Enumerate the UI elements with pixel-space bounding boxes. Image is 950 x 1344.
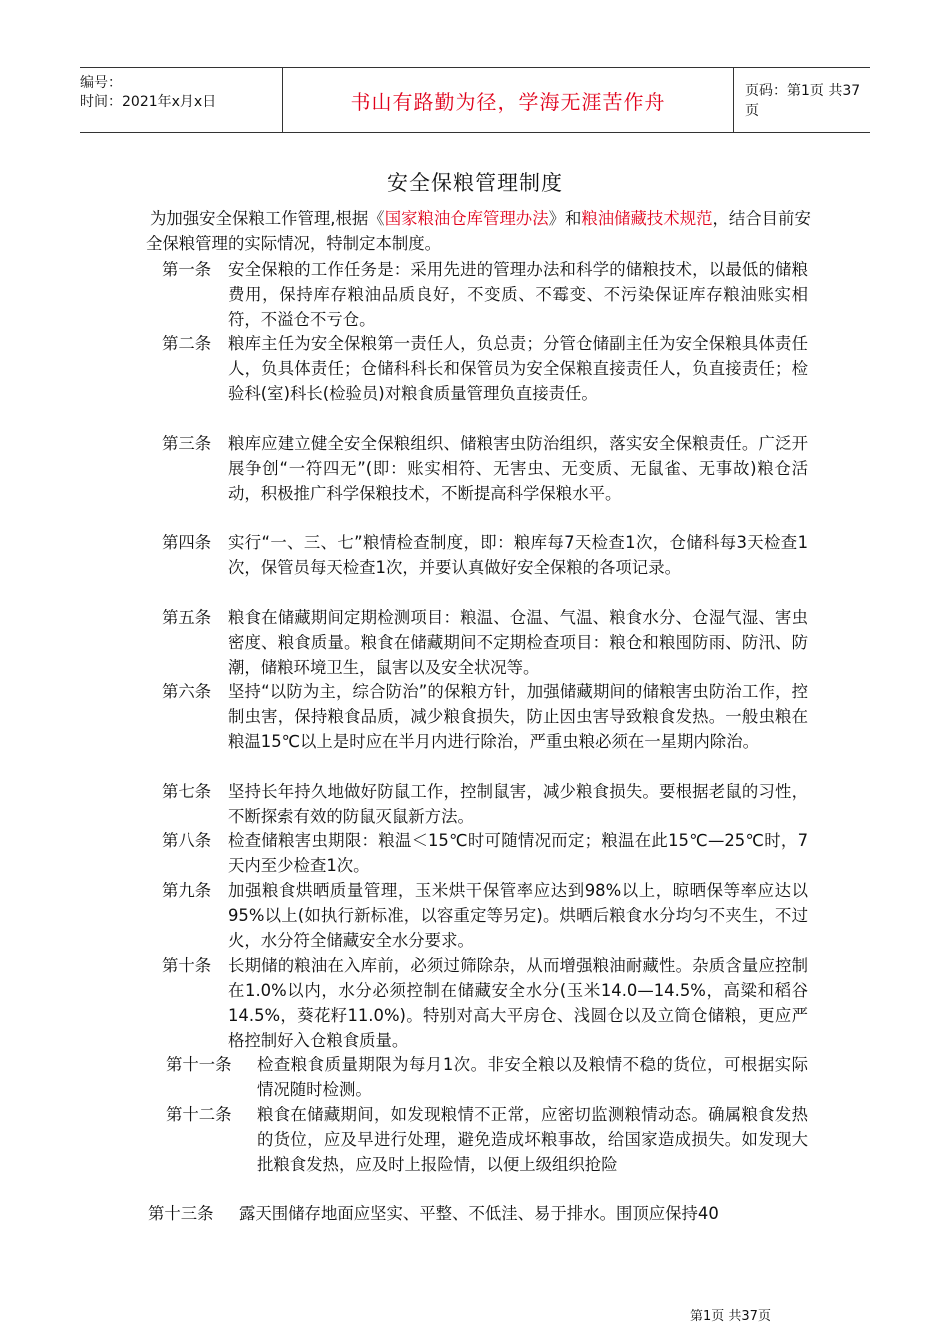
number-label: 编号： [80, 75, 122, 91]
article-text: 粮食在储藏期间，如发现粮情不正常，应密切监测粮情动态。确属粮食发热的货位，应及早进行处理，避免造成坏粮事故，给国家造成损失。如发现大批粮食发热，应及时上报险情，以便上级组织抢险 [257, 1105, 808, 1174]
header-page-code: 页码：第1页 共37页 [745, 83, 861, 119]
time-label: 时间：2021年x月x日 [80, 94, 217, 110]
article-text: 坚持长年持久地做好防鼠工作，控制鼠害，减少粮食损失。要根据老鼠的习性，不断探索有效的防鼠灭鼠新方法。 [228, 782, 808, 826]
article-text: 实行“一、三、七”粮情检查制度，即：粮库每7天检查1次，仓储科每3天检查1次，保管员每天检查1次，并要认真做好安全保粮的各项记录。 [228, 533, 808, 577]
article-text: 检查储粮害虫期限：粮温＜15℃时可随情况而定；粮温在此15℃—25℃时，7天内至少检查1次。 [228, 831, 808, 875]
article-3 [162, 431, 808, 506]
article-label: 第八条 [162, 831, 212, 850]
document-title: 安全保粮管理制度 [387, 171, 563, 195]
article-label: 第三条 [162, 434, 212, 453]
article-label: 第五条 [162, 608, 212, 627]
header-table [80, 67, 870, 133]
article-5 [162, 605, 808, 680]
article-label: 第一条 [162, 260, 212, 279]
article-label: 第十三条 [148, 1204, 214, 1223]
article-label: 第九条 [162, 881, 212, 900]
article-12 [166, 1102, 808, 1177]
article-label: 第四条 [162, 533, 212, 552]
intro-paragraph [146, 206, 826, 256]
article-label: 第二条 [162, 334, 212, 353]
article-1 [162, 257, 808, 332]
article-text: 坚持“以防为主，综合防治”的保粮方针，加强储藏期间的储粮害虫防治工作，控制虫害，保持粮食品质，减少粮食损失，防止因虫害导致粮食发热。一般虫粮在粮温15℃以上是时应在半月内进行除治，严重虫粮必须在一星期内除治。 [228, 682, 808, 751]
article-text: 长期储的粮油在入库前，必须过筛除杂，从而增强粮油耐藏性。杂质含量应控制在1.0%以内，水分必须控制在储藏安全水分(玉米14.0—14.5%，高粱和稻谷14.5%，葵花籽11.0%)。特别对高大平房仓、浅圆仓以及立筒仓储粮，更应严格控制好入仓粮食质量。 [228, 956, 808, 1050]
article-text: 加强粮食烘晒质量管理，玉米烘干保管率应达到98%以上，晾晒保等率应达以95%以上(如执行新标准，以容重定等另定)。烘晒后粮食水分均匀不夹生，不过火，水分符全储藏安全水分要求。 [228, 881, 808, 950]
article-11 [166, 1052, 808, 1102]
regulation-link-storage[interactable]: 粮油储藏技术规范 [581, 209, 713, 228]
intro-text-1: 为加强安全保粮工作管理,根据《 [150, 209, 385, 228]
article-text: 安全保粮的工作任务是：采用先进的管理办法和科学的储粮技术，以最低的储粮费用，保持库存粮油品质良好，不变质、不霉变、不污染保证库存粮油账实相符，不溢仓不亏仓。 [228, 260, 808, 329]
header-meta [80, 68, 282, 132]
article-7 [162, 779, 808, 829]
article-10 [162, 953, 808, 1053]
page-number-footer: 第1页 共37页 [690, 1309, 771, 1324]
article-label: 第十二条 [166, 1105, 232, 1124]
article-label: 第六条 [162, 682, 212, 701]
article-4 [162, 530, 808, 580]
intro-text-2: 》和 [548, 209, 582, 228]
regulation-link-warehouse[interactable]: 国家粮油仓库管理办法 [384, 209, 549, 228]
article-label: 第十条 [162, 956, 212, 975]
article-8 [162, 828, 808, 878]
article-label: 第七条 [162, 782, 212, 801]
article-13 [148, 1201, 810, 1226]
article-2 [162, 331, 808, 406]
intro-text-3: ，结合目前安全保粮管理的实际情况，特制定本制度。 [146, 209, 811, 253]
article-9 [162, 878, 808, 953]
article-text: 检查粮食质量期限为每月1次。非安全粮以及粮情不稳的货位，可根据实际情况随时检测。 [257, 1055, 808, 1099]
article-text: 露天围储存地面应坚实、平整、不低洼、易于排水。围顶应保持40 [239, 1204, 719, 1223]
article-text: 粮食在储藏期间定期检测项目：粮温、仓温、气温、粮食水分、仓湿气湿、害虫密度、粮食质量。粮食在储藏期间不定期检查项目：粮仓和粮囤防雨、防汛、防潮，储粮环境卫生，鼠害以及安全状况等。 [228, 608, 808, 677]
header-motto: 书山有路勤为径，学海无涯苦作舟 [282, 68, 734, 132]
article-text: 粮库应建立健全安全保粮组织、储粮害虫防治组织，落实安全保粮责任。广泛开展争创“一符四无”(即：账实相符、无害虫、无变质、无鼠雀、无事故)粮仓活动，积极推广科学保粮技术，不断提高科学保粮水平。 [228, 434, 808, 503]
article-label: 第十一条 [166, 1055, 232, 1074]
article-text: 粮库主任为安全保粮第一责任人，负总责；分管仓储副主任为安全保粮具体责任人，负具体责任；仓储科科长和保管员为安全保粮直接责任人，负直接责任；检验科(室)科长(检验员)对粮食质量管理负直接责任。 [228, 334, 808, 403]
article-6 [162, 679, 808, 754]
